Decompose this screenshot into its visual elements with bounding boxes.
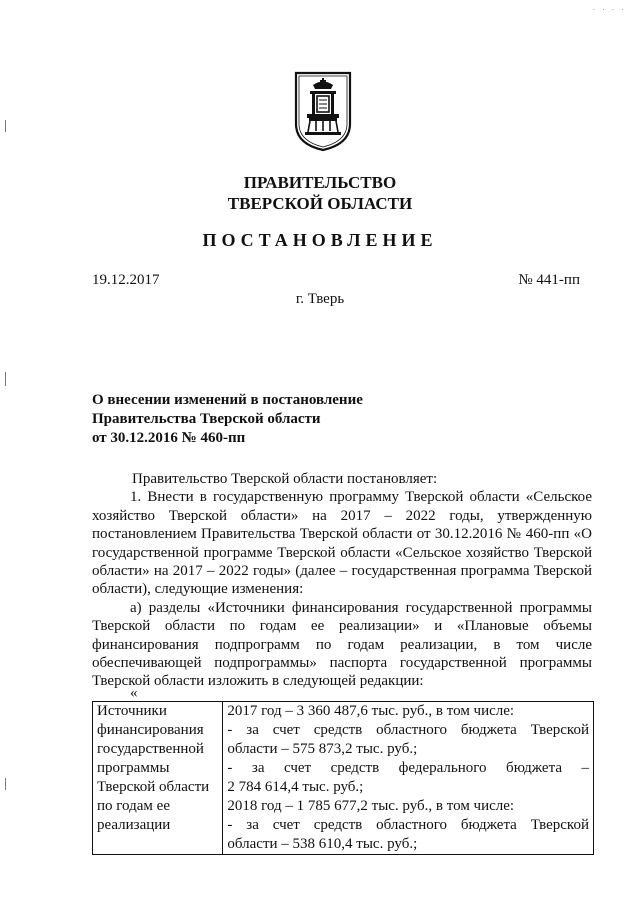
decree-type-heading: ПОСТАНОВЛЕНИЕ: [202, 230, 438, 250]
decree-city: г. Тверь: [295, 291, 345, 307]
label-line: реализации: [97, 817, 171, 833]
subject-line: О внесении изменений в постановление: [92, 392, 363, 408]
scan-margin-mark: [5, 372, 6, 386]
label-line: Тверской области: [97, 779, 210, 795]
value-line: 2017 год – 3 360 487,6 тыс. руб., в том числе:: [227, 703, 515, 719]
scan-corner-dots: · · · ·: [592, 4, 626, 14]
financing-table: [92, 701, 594, 855]
opening-quote: «: [130, 685, 138, 701]
value-line: - за счет средств областного бюджета Тверской: [227, 817, 589, 833]
tver-coat-of-arms-icon: [293, 70, 353, 152]
intro-paragraph: Правительство Тверской области постановляет:: [132, 471, 438, 487]
label-line: финансирования: [97, 722, 204, 738]
scan-margin-mark: [5, 778, 6, 790]
subject-line: Правительства Тверской области: [92, 411, 321, 427]
value-line: 2 784 614,4 тыс. руб.;: [227, 779, 364, 795]
value-line: - за счет средств федерального бюджета –: [227, 760, 589, 776]
value-line: области – 538 610,4 тыс. руб.;: [227, 836, 418, 852]
item-a-paragraph: а) разделы «Источники финансирования государственной программы Тверской области по годам ее реализации» и «Плановые объемы финансирования подпрограмм по годам реализации, в том числе обеспечивающей подпрограммы» паспорта государственной программы Тверской области изложить в следующей редакции:: [92, 599, 592, 690]
scan-margin-mark: [5, 120, 6, 132]
government-title-line2: ТВЕРСКОЙ ОБЛАСТИ: [227, 194, 413, 213]
label-line: по годам ее: [97, 798, 170, 814]
table-value-cell: [223, 702, 594, 855]
value-line: 2018 год – 1 785 677,2 тыс. руб., в том числе:: [227, 798, 515, 814]
decree-number: № 441-пп: [518, 272, 580, 288]
label-line: Источники: [97, 703, 167, 719]
table-row: [93, 702, 594, 855]
label-line: программы: [97, 760, 170, 776]
value-line: - за счет средств областного бюджета Тверской: [227, 722, 589, 738]
decree-date: 19.12.2017: [92, 272, 160, 288]
table-label-cell: [93, 702, 223, 855]
item-1-paragraph: 1. Внести в государственную программу Тверской области «Сельское хозяйство Тверской области» на 2017 – 2022 годы, утвержденную постановлением Правительства Тверской области от 30.12.2016 № 460-пп «О государственной программе Тверской области «Сельское хозяйство Тверской области» на 2017 – 2022 годы» (далее – государственная программа Тверской области), следующие изменения:: [92, 489, 592, 598]
value-line: области – 575 873,2 тыс. руб.;: [227, 741, 418, 757]
decree-body: [92, 470, 592, 691]
label-line: государственной: [97, 741, 204, 757]
decree-subject: [92, 391, 363, 448]
subject-line: от 30.12.2016 № 460-пп: [92, 430, 246, 446]
government-title-line1: ПРАВИТЕЛЬСТВО: [243, 173, 397, 192]
